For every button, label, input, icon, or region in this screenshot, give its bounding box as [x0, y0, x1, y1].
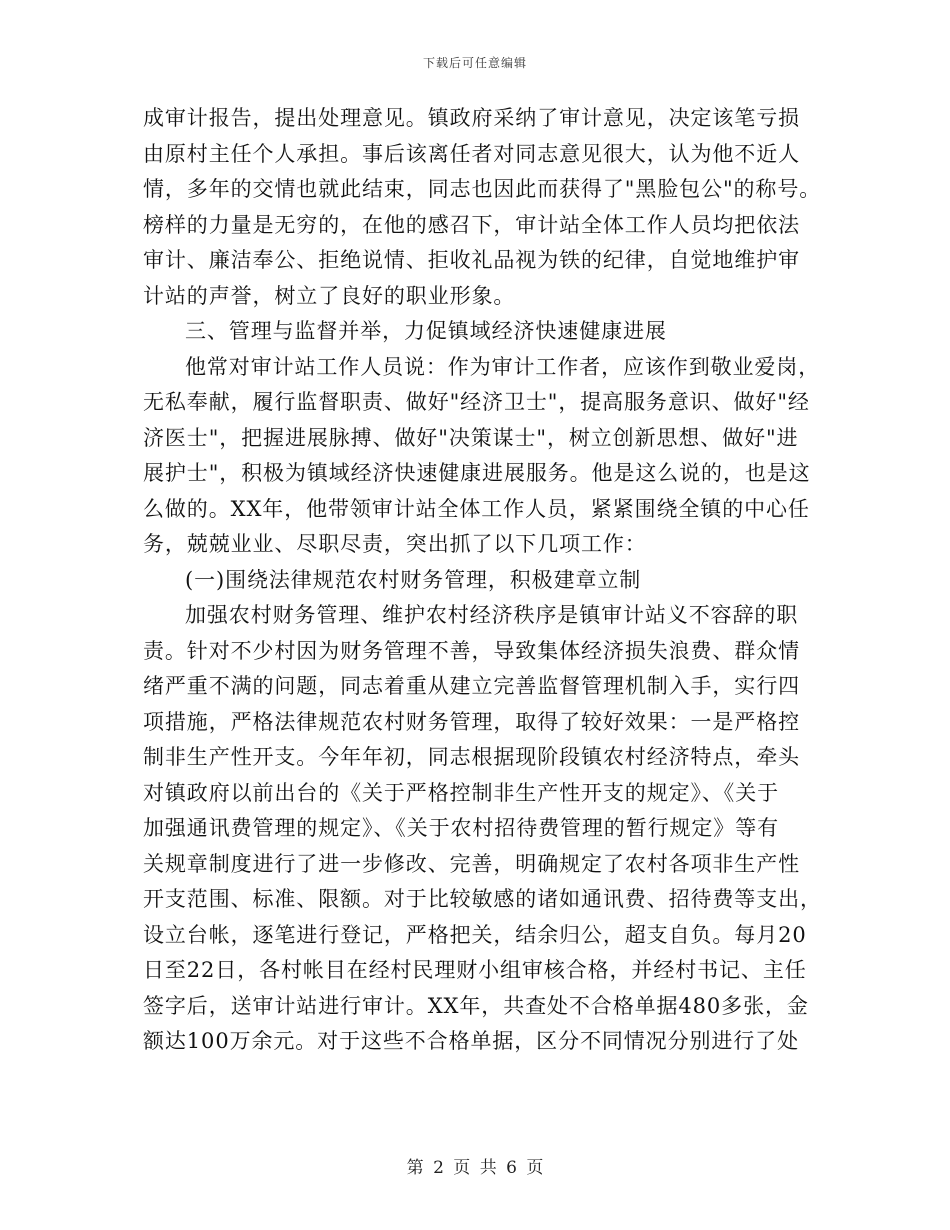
text-line: 无私奉献，履行监督职责、做好"经济卫士"，提高服务意识、做好"经	[143, 390, 810, 414]
text-line: 展护士"，积极为镇域经济快速健康进展服务。他是这么说的，也是这	[143, 461, 811, 485]
text-line: 审计、廉洁奉公、拒绝说情、拒收礼品视为铁的纪律，自觉地维护审	[143, 248, 800, 272]
text-line: 关规章制度进行了进一步修改、完善，明确规定了农村各项非生产性	[143, 851, 800, 876]
text-line: 成审计报告，提出处理意见。镇政府采纳了审计意见，决定该笔亏损	[143, 106, 800, 130]
text-line: 情，多年的交情也就此结束，同志也因此而获得了"黑脸包公"的称号。	[143, 177, 822, 201]
text-line: 签字后，送审计站进行审计。XX年，共查处不合格单据480多张，金	[143, 993, 809, 1018]
text-line: 开支范围、标准、限额。对于比较敏感的诸如通讯费、招待费等支出，	[143, 887, 822, 911]
text-line: 制非生产性开支。今年年初，同志根据现阶段镇农村经济特点，牵头	[143, 745, 800, 769]
text-line: 济医士"，把握进展脉搏、做好"决策谋士"，树立创新思想、做好"进	[143, 425, 799, 450]
page-footer: 第 2 页 共 6 页	[406, 1158, 544, 1178]
text-line: 加强通讯费管理的规定》、《关于农村招待费管理的暂行规定》等有	[143, 816, 779, 840]
text-line: 绪严重不满的问题，同志着重从建立完善监督管理机制入手，实行四	[143, 674, 800, 698]
text-line: 么做的。XX年，他带领审计站全体工作人员，紧紧围绕全镇的中心任	[143, 496, 810, 521]
text-line: 额达100万余元。对于这些不合格单据，区分不同情况分别进行了处	[143, 1029, 799, 1053]
page-header: 下载后可任意编辑	[422, 56, 527, 70]
text-line: 加强农村财务管理、维护农村经济秩序是镇审计站义不容辞的职	[185, 603, 799, 627]
document-body	[143, 101, 822, 1060]
text-line: 设立台帐，逐笔进行登记，严格把关，结余归公，超支自负。每月20	[143, 922, 807, 947]
subsection-heading: (一)围绕法律规范农村财务管理，积极建章立制	[185, 567, 642, 592]
section-heading: 三、管理与监督并举，力促镇域经济快速健康进展	[185, 319, 667, 343]
text-line: 对镇政府以前出台的《关于严格控制非生产性开支的规定》、《关于	[143, 780, 779, 805]
text-line: 责。针对不少村因为财务管理不善，导致集体经济损失浪费、群众情	[143, 638, 800, 663]
text-line: 项措施，严格法律规范农村财务管理，取得了较好效果：一是严格控	[143, 709, 800, 734]
text-line: 日至22日，各村帐目在经村民理财小组审核合格，并经村书记、主任	[143, 958, 807, 982]
text-line: 他常对审计站工作人员说：作为审计工作者，应该作到敬业爱岗，	[185, 354, 821, 379]
text-line: 由原村主任个人承担。事后该离任者对同志意见很大，认为他不近人	[143, 141, 800, 166]
text-line: 计站的声誉，树立了良好的职业形象。	[143, 283, 516, 308]
text-line: 榜样的力量是无穷的，在他的感召下，审计站全体工作人员均把依法	[143, 212, 800, 237]
text-line: 务，兢兢业业、尽职尽责，突出抓了以下几项工作：	[143, 532, 647, 556]
